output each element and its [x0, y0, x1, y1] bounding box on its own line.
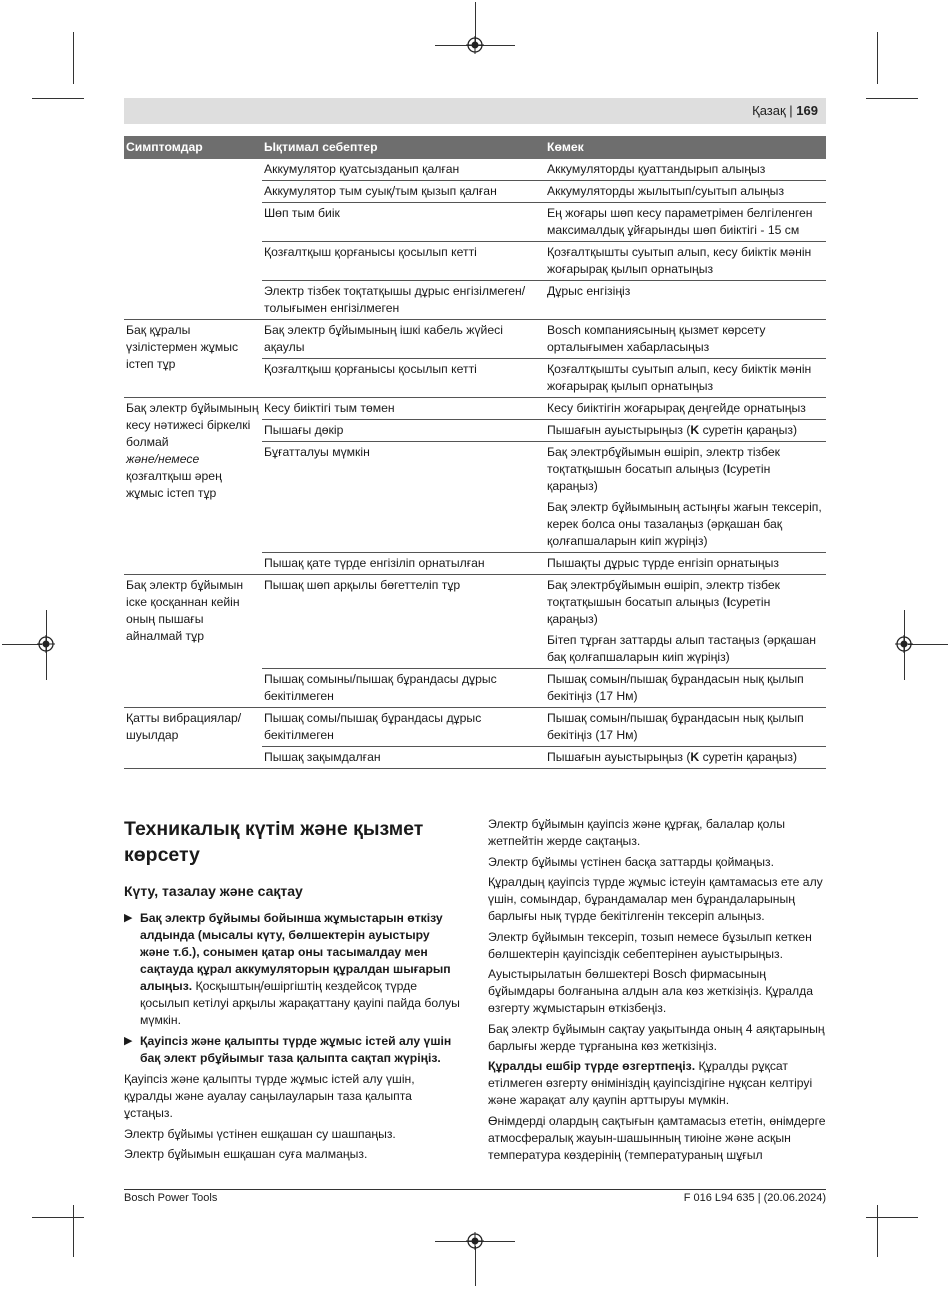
symptom-cell — [124, 159, 262, 320]
paragraph: Бақ электр бұйымын сақтау уақытында оның 4 аяқтарының барлығы жерде тұрғанына көз жеткізіңіз. — [488, 1021, 825, 1053]
symptom-cell — [124, 398, 262, 575]
bullet-text: Қосқыштың/өшіргіштің кездейсоқ түрде қосылып кетілуі арқылы жарақаттану қауіпі пайда болуы мүмкін. — [140, 979, 460, 1027]
paragraph: Электр бұйымын тексеріп, тозып немесе бұзылып кеткен бөлшектерін қауіпсіздік себептерінен ауыстырыңыз. — [488, 929, 812, 961]
help-cell — [545, 442, 826, 498]
bullet-bold-text: Бақ электр бұйымы бойынша жұмыстарын өткізу алдында (мысалы күту, бөлшектерін ауыстыру және т.б.), сонымен қатар оны тасымалдау мен сақтауда құрал аккумуляторын құралдан шығарып алыңыз. — [140, 911, 451, 993]
cause-cell: Пышақ зақымдалған — [262, 747, 545, 769]
table-header-row — [124, 136, 826, 159]
table-body — [124, 159, 826, 769]
symptom-text: Қатты вибрациялар/ шуылдар — [126, 711, 242, 742]
crop-mark — [2, 644, 42, 645]
figure-reference: K — [690, 423, 700, 437]
registration-mark-icon — [466, 1232, 484, 1250]
help-cell — [545, 203, 826, 242]
paragraph — [488, 1058, 826, 1109]
help-text: Пышақты дұрыс түрде енгізіп орнатыңыз — [547, 556, 779, 570]
cause-cell: Пышағы дөкір — [262, 420, 545, 442]
cause-cell: Пышақ сомыны/пышақ бұрандасы дұрыс бекітілмеген — [262, 669, 545, 708]
bullet-item — [124, 910, 460, 1029]
help-cell — [545, 669, 826, 708]
header-causes: Ықтимал себептер — [262, 136, 545, 159]
paragraph: Электр бұйымы үстінен басқа заттарды қоймаңыз. — [488, 854, 774, 869]
registration-mark-icon — [895, 635, 913, 653]
registration-mark-icon — [37, 635, 55, 653]
help-text: Пышақ сомын/пышақ бұрандасын нық қылып бекітіңіз (17 Нм) — [547, 672, 804, 703]
cause-cell: Қозғалтқыш қорғанысы қосылып кетті — [262, 242, 545, 281]
help-cell — [545, 181, 826, 203]
crop-mark — [73, 32, 74, 84]
cause-cell: Пышақ қате түрде енгізіліп орнатылған — [262, 553, 545, 575]
help-cell — [545, 281, 826, 320]
cause-cell: Қозғалтқыш қорғанысы қосылып кетті — [262, 359, 545, 398]
crop-mark — [475, 1246, 476, 1286]
cause-cell: Аккумулятор қуатсызданып қалған — [262, 159, 545, 181]
crop-mark — [32, 98, 84, 99]
paragraph-bold-lead: Құралды ешбір түрде өзгертпеңіз. — [488, 1059, 696, 1073]
symptom-italic-text: және/немесе — [126, 452, 200, 466]
crop-mark — [877, 1205, 878, 1257]
help-text: Bosch компаниясының қызмет көрсету орталығымен хабарласыңыз — [547, 323, 766, 354]
help-text: суретін қараңыз) — [699, 423, 798, 437]
help-cell — [545, 497, 826, 553]
help-cell — [545, 420, 826, 442]
cause-cell: Аккумулятор тым суық/тым қызып қалған — [262, 181, 545, 203]
help-text: Қозғалтқышты суытып алып, кесу биіктік мәнін жоғарырақ қылып орнатыңыз — [547, 245, 812, 276]
help-text: Аккумуляторды қуаттандырып алыңыз — [547, 162, 766, 176]
figure-reference: I — [726, 595, 731, 609]
paragraph: Құралдың қауіпсіз түрде жұмыс істеуін қамтамасыз ете алу үшін, сомындар, бұрандамалар мен бұрандаларының барлығы нық түрде бекітілгенін тексеріп алыңыз. — [488, 875, 823, 923]
crop-mark — [866, 98, 918, 99]
help-text: Бақ электрбұйымын өшіріп, электр тізбек тоқтатқышын босатып алыңыз ( — [547, 445, 780, 476]
help-cell — [545, 708, 826, 747]
symptom-cell — [124, 320, 262, 398]
symptom-text: қозғалтқыш әрең жұмыс істеп тұр — [126, 469, 222, 500]
header-text: Қазақ | 169 — [752, 103, 818, 118]
footer-doc-id: F 016 L94 635 | (20.06.2024) — [683, 1192, 826, 1204]
paragraph: Ауыстырылатын бөлшектері Bosch фирмасының бұйымдары болғанына алдын ала көз жеткізіңіз. Құралда өзгерту жұмыстарын өткізбеңіз. — [488, 967, 814, 1015]
help-cell — [545, 630, 826, 669]
figure-reference: I — [726, 462, 731, 476]
help-cell — [545, 747, 826, 769]
crop-mark — [73, 1205, 74, 1257]
header-symptoms: Симптомдар — [124, 136, 262, 159]
help-text: суретін қараңыз) — [547, 595, 771, 626]
paragraph: Электр бұйымын ешқашан суға малмаңыз. — [124, 1147, 368, 1161]
right-column — [488, 816, 826, 1167]
figure-reference: K — [690, 750, 700, 764]
footer-divider — [124, 1189, 826, 1190]
registration-mark-icon — [466, 36, 484, 54]
cause-cell: Бақ электр бұйымының ішкі кабель жүйесі ақаулы — [262, 320, 545, 359]
symptom-cell — [124, 708, 262, 769]
paragraph: Өнімдерді олардың сақтығын қамтамасыз ететін, өнімдерге атмосфералық жауын-шашынның тиюіне және асқын температура көздерінің (температураның шұғыл — [488, 1113, 826, 1162]
paragraph: Электр бұйымын қауіпсіз және құрғақ, балалар қолы жетпейтін жерде сақтаңыз. — [488, 817, 785, 848]
crop-mark — [32, 1217, 84, 1218]
symptom-text: Бақ электр бұйымының кесу нәтижесі біркелкі болмай — [126, 401, 259, 449]
cause-cell: Электр тізбек тоқтатқышы дұрыс енгізілмеген/ толығымен енгізілмеген — [262, 281, 545, 320]
help-text: Бақ электрбұйымын өшіріп, электр тізбек тоқтатқышын босатып алыңыз ( — [547, 578, 780, 609]
page-number: 169 — [796, 103, 818, 118]
section-title: Техникалық күтім және қызмет көрсету — [124, 818, 424, 866]
section-subtitle: Күту, тазалау және сақтау — [124, 883, 303, 899]
help-text: Пышағын ауыстырыңыз ( — [547, 750, 691, 764]
help-text: Бақ электр бұйымының астыңғы жағын тексеріп, керек болса оны тазалаңыз (әрқашан бақ қолғапшаларын киіп жүріңіз) — [547, 500, 822, 548]
bullet-item — [124, 1033, 460, 1067]
table-row — [124, 159, 826, 181]
help-text: Пышағын ауыстырыңыз ( — [547, 423, 691, 437]
help-cell — [545, 242, 826, 281]
help-text: Аккумуляторды жылытып/суытып алыңыз — [547, 184, 785, 198]
help-cell — [545, 359, 826, 398]
help-text: Бітеп тұрған заттарды алып тастаңыз (әрқашан бақ қолғапшаларын киіп жүріңіз) — [547, 633, 817, 664]
troubleshooting-table — [124, 136, 826, 769]
table-row — [124, 320, 826, 359]
help-cell — [545, 575, 826, 631]
crop-mark — [866, 1217, 918, 1218]
table-row — [124, 398, 826, 420]
bullet-bold-text: Қауіпсіз және қалыпты түрде жұмыс істей алу үшін бақ элект рбұйымыг таза қалыпта сақтап жүріңіз. — [140, 1034, 452, 1065]
help-text: Ең жоғары шөп кесу параметрімен белгіленген максималдық ұйғарынды шөп биіктігі - 15 см — [547, 206, 813, 237]
symptom-text: Бақ құралы үзілістермен жұмыс істеп тұр — [126, 323, 239, 371]
bullet-triangle-icon: ▶ — [124, 912, 133, 924]
help-text: суретін қараңыз) — [699, 750, 798, 764]
cause-cell: Бұғатталуы мүмкін — [262, 442, 545, 553]
help-text: суретін қараңыз) — [547, 462, 771, 493]
paragraph: Қауіпсіз және қалыпты түрде жұмыс істей алу үшін, құралды және ауалау саңылауларын таза қалыпта ұстаңыз. — [124, 1072, 415, 1120]
crop-mark — [877, 32, 878, 84]
help-cell — [545, 553, 826, 575]
bullet-triangle-icon: ▶ — [124, 1035, 133, 1047]
crop-mark — [908, 644, 948, 645]
cause-cell: Кесу биіктігі тым төмен — [262, 398, 545, 420]
paragraph: Электр бұйымы үстінен ешқашан су шашпаңыз. — [124, 1126, 396, 1141]
paragraph-text: Құралды рұқсат етілмеген өзгерту өнімініздің қауіпсіздігіне нұқсан келтіруі және жарақат алу қаупін арттыруы мүмкін. — [488, 1059, 813, 1107]
symptom-cell — [124, 575, 262, 708]
page-header — [124, 98, 826, 124]
cause-cell: Шөп тым биік — [262, 203, 545, 242]
help-text: Дұрыс енгізіңіз — [547, 284, 631, 298]
table-row — [124, 575, 826, 631]
footer-brand: Bosch Power Tools — [124, 1192, 218, 1204]
help-text: Қозғалтқышты суытып алып, кесу биіктік мәнін жоғарырақ қылып орнатыңыз — [547, 362, 812, 393]
help-cell — [545, 320, 826, 359]
symptom-text: Бақ электр бұйымын іске қосқаннан кейін оның пышағы айналмай тұр — [126, 578, 244, 643]
header-help: Көмек — [545, 136, 826, 159]
table-row — [124, 708, 826, 747]
cause-cell: Пышақ сомы/пышақ бұрандасы дұрыс бекітілмеген — [262, 708, 545, 747]
help-text: Пышақ сомын/пышақ бұрандасын нық қылып бекітіңіз (17 Нм) — [547, 711, 804, 742]
cause-cell: Пышақ шөп арқылы бөгеттеліп тұр — [262, 575, 545, 669]
left-column — [124, 816, 460, 1167]
help-cell — [545, 398, 826, 420]
header-language: Қазақ — [752, 103, 786, 118]
help-text: Кесу биіктігін жоғарырақ деңгейде орнатыңыз — [547, 401, 806, 415]
help-cell — [545, 159, 826, 181]
